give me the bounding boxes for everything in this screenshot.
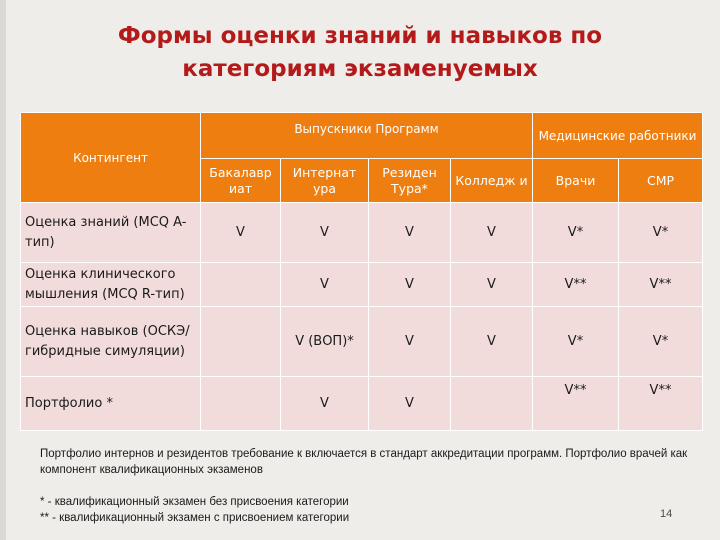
table-cell: V** — [533, 263, 619, 307]
column-header-label: СМР — [646, 172, 675, 188]
table-cell: V** — [619, 263, 703, 307]
table-cell: V — [369, 203, 451, 263]
table-cell: V — [451, 203, 533, 263]
column-header — [533, 159, 619, 203]
table-cell: V** — [533, 377, 619, 431]
table-cell: V — [281, 203, 369, 263]
column-header-label: Бакалавр иат — [209, 164, 272, 196]
column-header-label: Резиден Тура* — [382, 164, 437, 196]
assessment-table — [20, 112, 703, 431]
column-header — [201, 159, 281, 203]
table-cell: V* — [533, 203, 619, 263]
column-header — [369, 159, 451, 203]
table-cell: V — [369, 307, 451, 377]
slide-edge — [0, 0, 6, 540]
page-number: 14 — [660, 508, 673, 520]
row-label: Оценка знаний (MCQ A-тип) — [21, 203, 201, 263]
table-row — [21, 203, 703, 263]
column-header-label: Интернат ура — [292, 164, 357, 196]
portfolio-note: Портфолио интернов и резидентов требование к включается в стандарт аккредитации программ. Портфолио врачей как компонент квалификационных экзаменов — [40, 448, 688, 476]
header-medical-workers-label: Медицинские работники — [538, 128, 697, 143]
table-cell — [201, 377, 281, 431]
footnotes — [40, 494, 600, 526]
footnote: ** - квалификационный экзамен с присвоением категории — [40, 512, 350, 524]
table-row — [21, 307, 703, 377]
table-cell: V — [451, 307, 533, 377]
column-header-label: Колледж и — [455, 172, 528, 188]
table-cell: V — [369, 263, 451, 307]
table-row — [21, 377, 703, 431]
table-cell: V* — [619, 307, 703, 377]
column-header-label: Врачи — [555, 172, 596, 188]
table-cell: V — [369, 377, 451, 431]
column-header — [619, 159, 703, 203]
table-row — [21, 263, 703, 307]
table-cell: V (ВОП)* — [281, 307, 369, 377]
header-graduates-label: Выпускники Программ — [294, 122, 439, 136]
row-label: Оценка клинического мышления (MCQ R-тип) — [21, 263, 201, 307]
header-contingent — [21, 113, 201, 203]
table-cell: V** — [619, 377, 703, 431]
column-header — [451, 159, 533, 203]
header-contingent-label: Контингент — [73, 150, 148, 165]
table-cell: V — [201, 203, 281, 263]
row-label: Портфолио * — [21, 377, 201, 431]
page-title: Формы оценки знаний и навыков по категориям экзаменуемых — [117, 23, 603, 82]
row-label: Оценка навыков (ОСКЭ/гибридные симуляции) — [21, 307, 201, 377]
table-cell — [201, 263, 281, 307]
table-cell: V — [451, 263, 533, 307]
table-cell — [201, 307, 281, 377]
table-cell: V* — [619, 203, 703, 263]
header-medical-workers — [533, 113, 703, 159]
table-cell — [451, 377, 533, 431]
footnote: * - квалификационный экзамен без присвоения категории — [40, 496, 349, 508]
table-cell: V — [281, 263, 369, 307]
column-header — [281, 159, 369, 203]
header-graduates — [201, 113, 533, 159]
table-cell: V — [281, 377, 369, 431]
table-cell: V* — [533, 307, 619, 377]
